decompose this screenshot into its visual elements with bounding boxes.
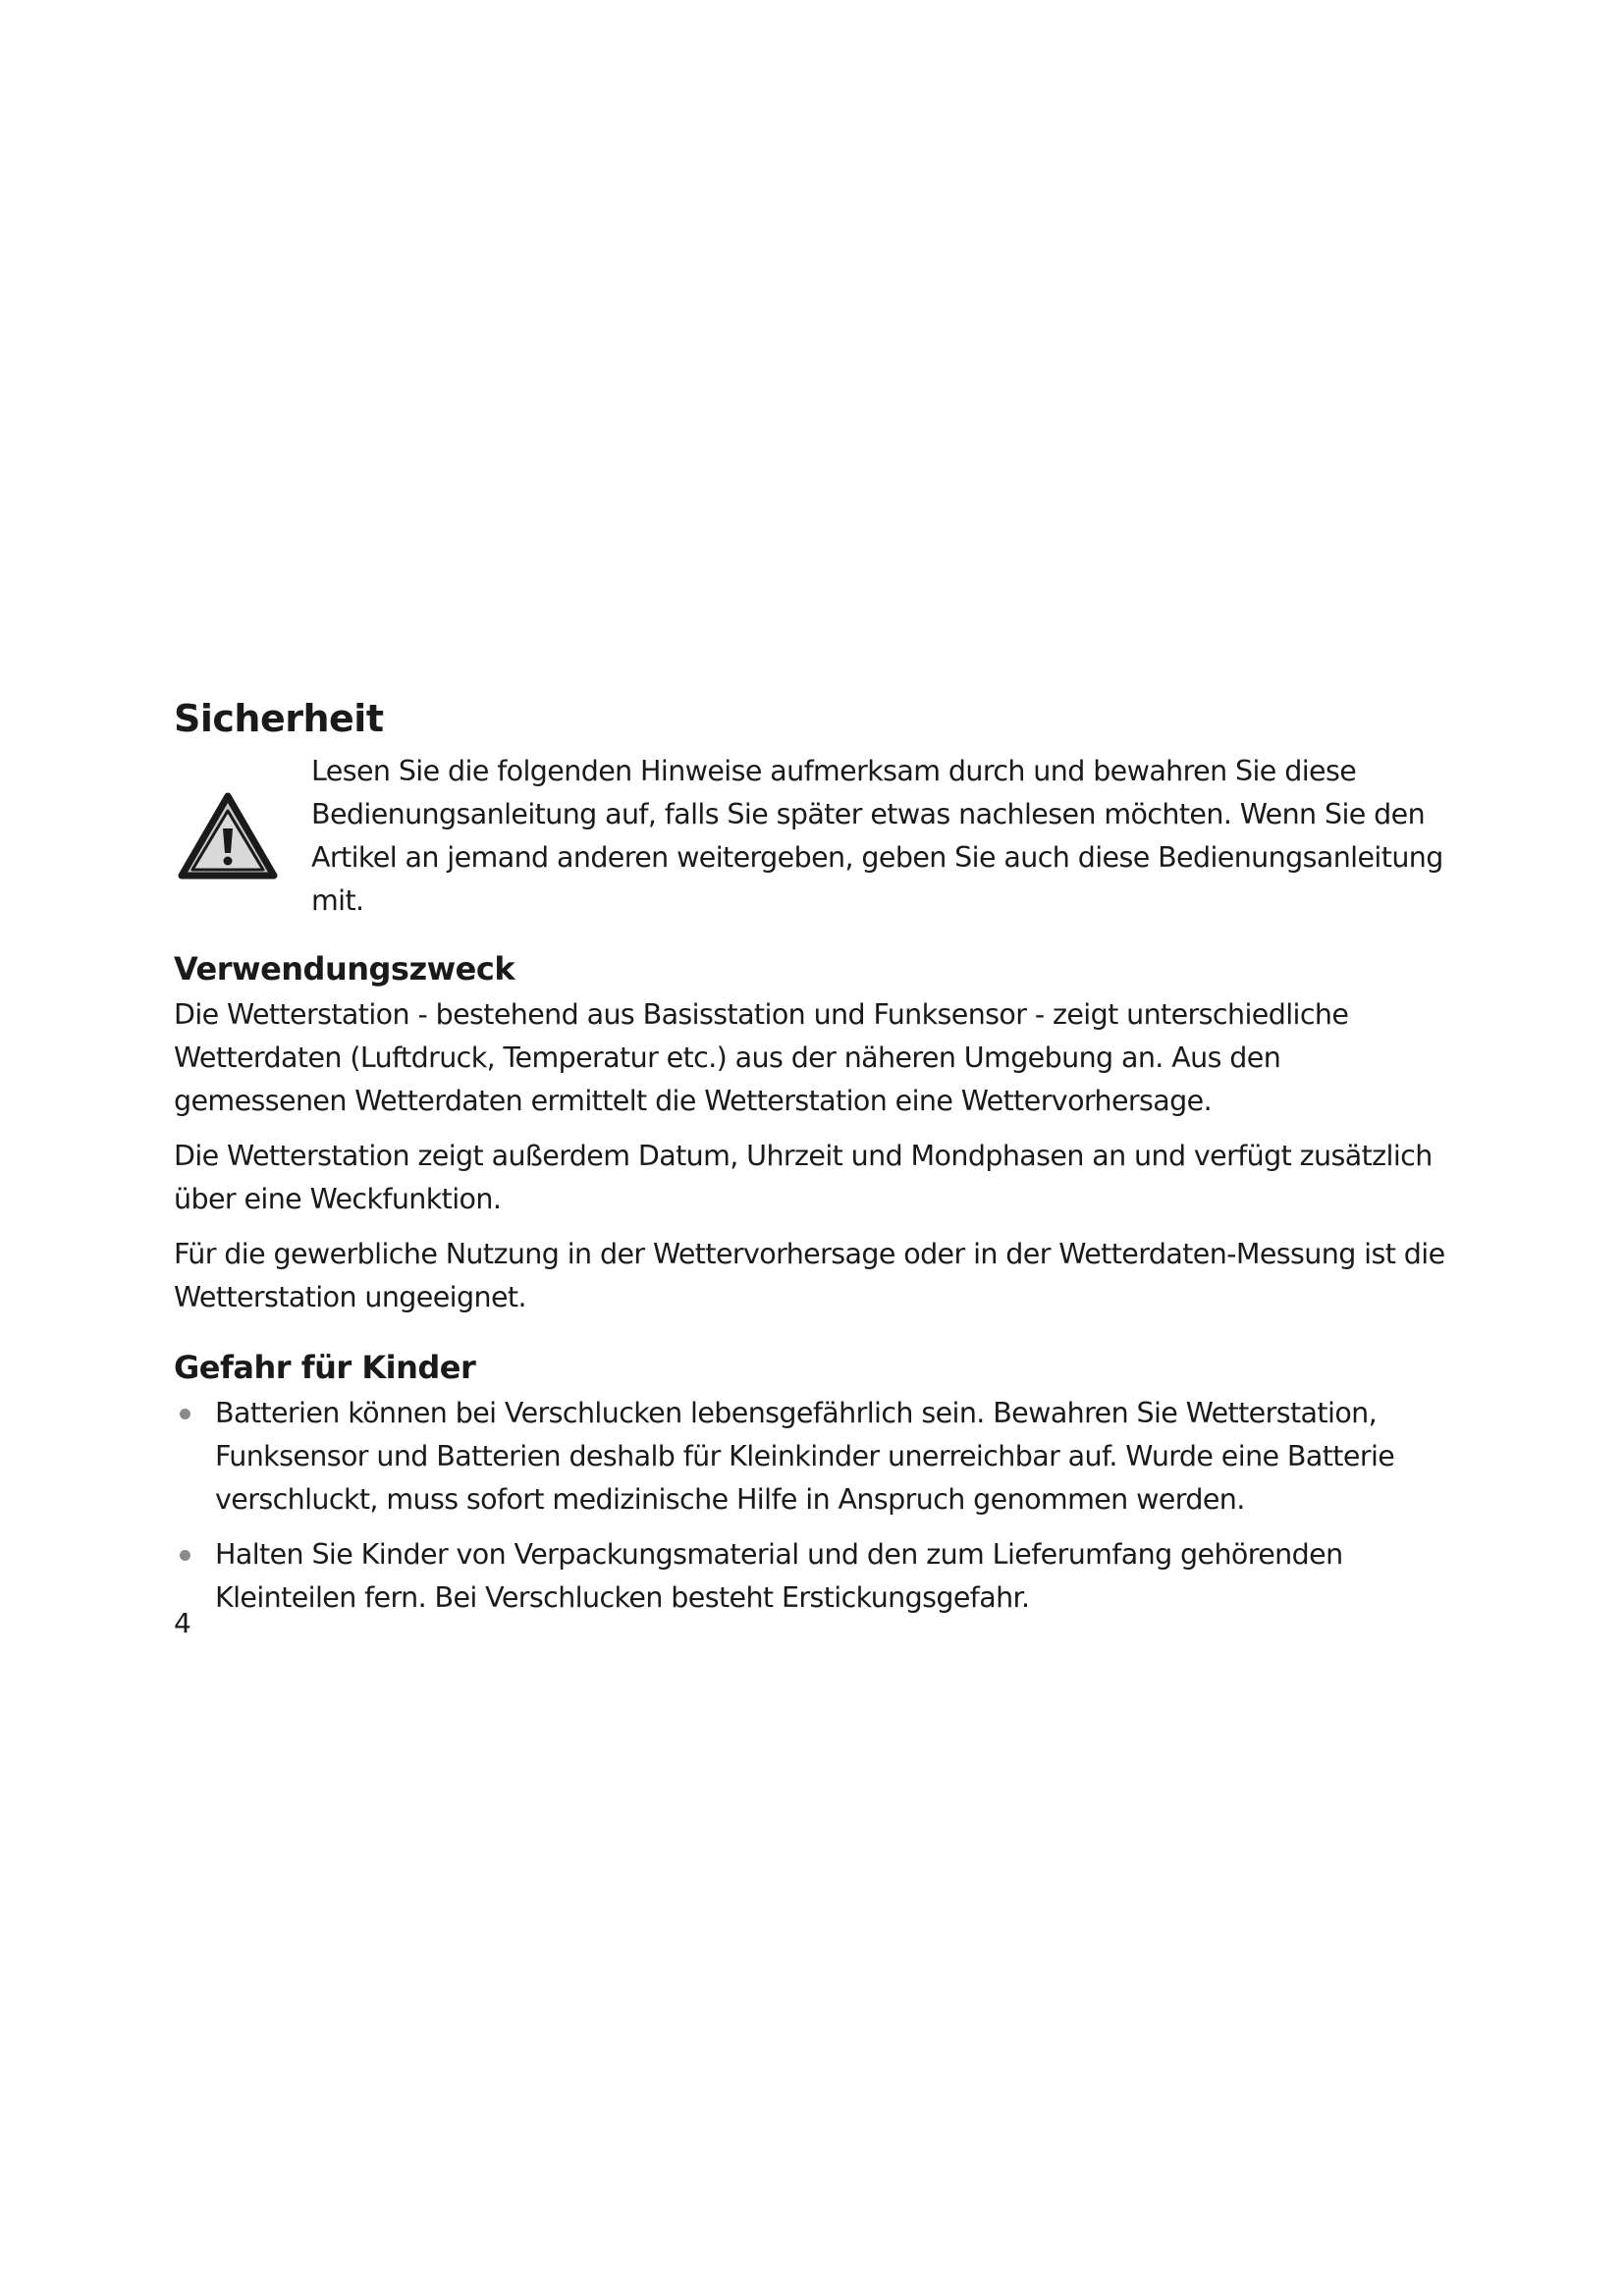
danger-list [174,1392,1450,1620]
purpose-paragraph: Die Wetterstation zeigt außerdem Datum, Uhrzeit und Mondphasen an und verfügt zusätzlich über eine Weckfunktion. [174,1140,1433,1215]
children-danger-section [174,1349,1450,1620]
purpose-paragraph: Für die gewerbliche Nutzung in der Wettervorhersage oder in der Wetterdaten-Messung ist die Wetterstation ungeeignet. [174,1238,1445,1313]
warning-notice [174,750,1450,923]
purpose-paragraph: Die Wetterstation - bestehend aus Basisstation und Funksensor - zeigt unterschiedliche Wetterdaten (Luftdruck, Temperatur etc.) aus der näheren Umgebung an. Aus den gemessenen Wetterdaten ermittelt die Wetterstation eine Wettervorhersage. [174,998,1349,1117]
list-item-text: Batterien können bei Verschlucken lebensgefährlich sein. Bewahren Sie Wetterstation, Funksensor und Batterien deshalb für Kleinkinder unerreichbar auf. Wurde eine Batterie verschluckt, muss sofort medizinische Hilfe in Anspruch genommen werden. [215,1397,1395,1516]
warning-text: Lesen Sie die folgenden Hinweise aufmerksam durch und bewahren Sie diese Bedienungsanleitung auf, falls Sie später etwas nachlesen möchten. Wenn Sie den Artikel an jemand anderen weitergeben, geben Sie auch diese Bedienungsanleitung mit. [311,755,1443,917]
section-title: Sicherheit [174,697,384,740]
content-area [174,697,1450,1649]
bullet-icon [180,1550,190,1561]
children-danger-heading: Gefahr für Kinder [174,1349,476,1386]
purpose-section [174,950,1450,1319]
purpose-heading: Verwendungszweck [174,950,515,988]
bullet-icon [180,1409,190,1419]
warning-triangle-icon [174,791,282,881]
list-item [174,1392,1450,1522]
list-item-text: Halten Sie Kinder von Verpackungsmaterial und den zum Lieferumfang gehörenden Kleinteilen fern. Bei Verschlucken besteht Erstickungsgefahr. [215,1538,1343,1614]
list-item [174,1533,1450,1620]
page-number: 4 [174,1607,191,1639]
